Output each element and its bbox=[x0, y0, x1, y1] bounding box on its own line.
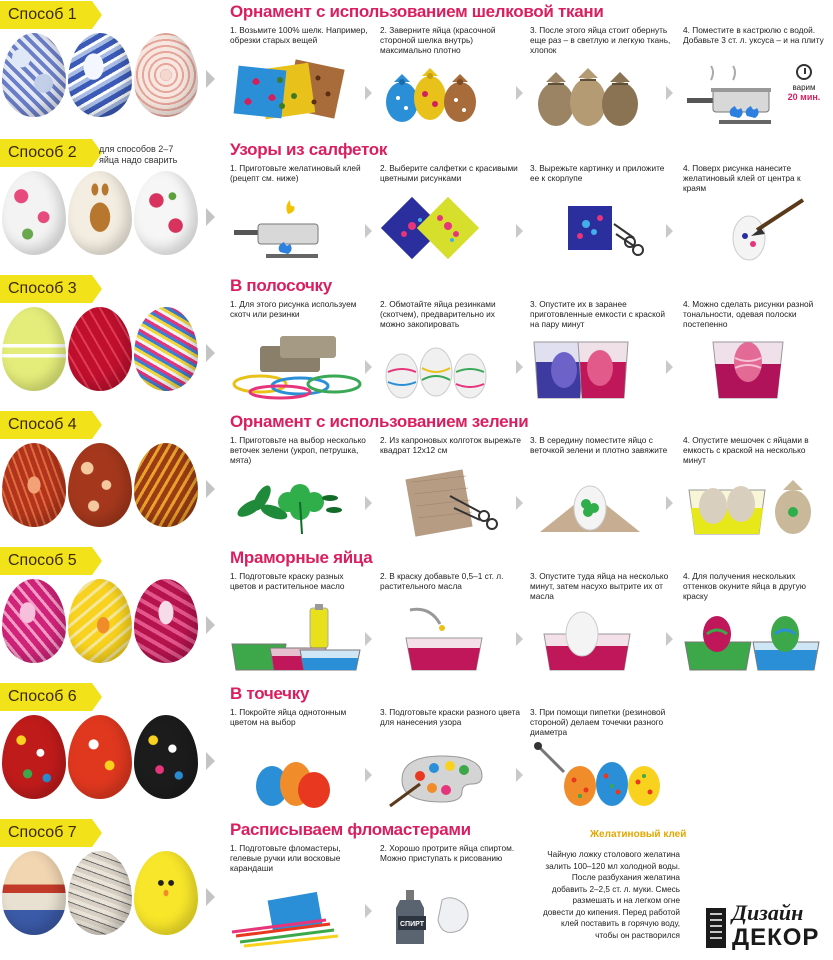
sewing-machine-icon bbox=[704, 906, 728, 950]
alcohol-bottle-illustration bbox=[380, 876, 522, 948]
dye-cup-egg-illustration bbox=[683, 332, 825, 404]
glue-brush-illustration bbox=[683, 196, 825, 268]
silk-egg-pink bbox=[134, 33, 198, 117]
timer-block bbox=[784, 64, 824, 102]
boil-note: для способов 2–7 яйца надо сварить bbox=[99, 144, 178, 165]
wrapped-eggs-illustration bbox=[380, 58, 522, 130]
gelatin-recipe: Чайную ложку столового желатина залить 100–120 мл холодной воды. После разбухания желатина добавить 2–2,5 ст. л. муки. Смесь размешать и на легком огне довести до кипения. Перед работой клей поставить в горячую воду, чтобы он растворился bbox=[542, 850, 680, 940]
arrow-icon bbox=[206, 752, 215, 770]
wrapped-leaf-egg-illustration bbox=[530, 468, 672, 540]
example-eggs bbox=[2, 307, 198, 405]
example-eggs bbox=[2, 579, 198, 677]
arrow-icon bbox=[206, 344, 215, 362]
leaf-egg-sprig bbox=[134, 443, 198, 527]
method-tag: Способ 7 bbox=[0, 819, 92, 847]
step-4-text: 4. Поместите в кастрюлю с водой. Добавьте 3 ст. л. уксуса – и на плиту bbox=[683, 25, 824, 45]
arrow-icon bbox=[206, 208, 215, 226]
paint-palette-illustration bbox=[380, 740, 522, 812]
step-3-text: 3. Вырежьте картинку и приложите ее к скорлупе bbox=[530, 163, 665, 183]
egg-in-red-dye-illustration bbox=[530, 604, 672, 676]
chevron-right-icon bbox=[365, 496, 372, 510]
step-1-text: 1. Подготовьте фломастеры, гелевые ручки или восковые карандаши bbox=[230, 843, 341, 873]
chevron-right-icon bbox=[365, 904, 372, 918]
step-4-text: 4. Можно сделать рисунки разной тональности, одевая полоски постепенно bbox=[683, 299, 814, 329]
arrow-icon bbox=[206, 480, 215, 498]
step-1-text: 1. Возьмите 100% шелк. Например, обрезки старых вещей bbox=[230, 25, 368, 45]
method-tag: Способ 2 bbox=[0, 139, 92, 167]
striped-egg-yellow bbox=[2, 307, 66, 391]
method-title: Узоры из салфеток bbox=[230, 140, 388, 159]
clock-icon bbox=[796, 64, 812, 80]
chevron-right-icon bbox=[365, 224, 372, 238]
chevron-right-icon bbox=[666, 360, 673, 374]
step-2-text: 2. Хорошо протрите яйца спиртом. Можно приступать к рисованию bbox=[380, 843, 515, 863]
banded-eggs-illustration bbox=[380, 332, 522, 404]
dotted-eggs-pipette-illustration bbox=[530, 740, 672, 812]
chevron-right-icon bbox=[666, 86, 673, 100]
method-title: Мраморные яйца bbox=[230, 548, 373, 567]
step-2-text: 2. Обмотайте яйца резинками (скотчем), предварительно их можно закопировать bbox=[380, 299, 496, 329]
napkins-illustration bbox=[380, 196, 522, 268]
method-4-section bbox=[0, 410, 833, 547]
arrow-icon bbox=[206, 70, 215, 88]
method-1-section bbox=[0, 0, 833, 137]
step-3-text: 3. После этого яйца стоит обернуть еще раз – в светлую и легкую ткань, хлопок bbox=[530, 25, 671, 55]
yellow-dye-pouches-illustration bbox=[683, 468, 825, 540]
drawn-egg-chick bbox=[134, 851, 198, 935]
chevron-right-icon bbox=[666, 632, 673, 646]
chevron-right-icon bbox=[666, 496, 673, 510]
silk-egg-blue bbox=[2, 33, 66, 117]
dotted-egg-black bbox=[134, 715, 198, 799]
chevron-right-icon bbox=[516, 86, 523, 100]
napkin-egg-flowers bbox=[134, 171, 198, 255]
chevron-right-icon bbox=[516, 496, 523, 510]
step-1-text: 1. Приготовьте на выбор несколько веточек зелени (укроп, петрушка, мята) bbox=[230, 435, 366, 465]
chevron-right-icon bbox=[516, 768, 523, 782]
chevron-right-icon bbox=[365, 360, 372, 374]
cloth-bundles-illustration bbox=[530, 58, 672, 130]
nylon-square-illustration bbox=[380, 468, 522, 540]
step-2-text: 2. В краску добавьте 0,5–1 ст. л. растительного масла bbox=[380, 571, 504, 591]
leaf-egg-dots bbox=[68, 443, 132, 527]
example-eggs bbox=[2, 715, 198, 813]
timer-value: 20 мин. bbox=[787, 92, 821, 102]
cut-napkin-illustration bbox=[530, 196, 672, 268]
method-tag: Способ 5 bbox=[0, 547, 92, 575]
example-eggs bbox=[2, 171, 198, 269]
step-3-text: 3. Опустите туда яйца на несколько минут, затем насухо вытрите их от масла bbox=[530, 571, 669, 601]
napkin-egg-roses bbox=[2, 171, 66, 255]
step-2-text: 3. Подготовьте краски разного цвета для нанесения узора bbox=[380, 707, 520, 727]
dotted-egg-red bbox=[2, 715, 66, 799]
timer-label: варим bbox=[792, 83, 816, 92]
chevron-right-icon bbox=[516, 224, 523, 238]
chevron-right-icon bbox=[666, 224, 673, 238]
chevron-right-icon bbox=[516, 360, 523, 374]
step-2-text: 2. Выберите салфетки с красивыми цветными рисунками bbox=[380, 163, 518, 183]
step-4-text: 4. Поверх рисунка нанесите желатиновый клей от центра к краям bbox=[683, 163, 801, 193]
step-2-text: 2. Заверните яйца (красочной стороной шелка внутрь) максимально плотно bbox=[380, 25, 496, 55]
method-tag: Способ 3 bbox=[0, 275, 92, 303]
method-title: В полосочку bbox=[230, 276, 332, 295]
striped-egg-multicolor bbox=[134, 307, 198, 391]
method-2-section bbox=[0, 138, 833, 275]
method-tag: Способ 1 bbox=[0, 1, 92, 29]
dotted-egg-orange bbox=[68, 715, 132, 799]
step-1-text: 1. Покройте яйца однотонным цветом на выбор bbox=[230, 707, 347, 727]
marble-egg-yellow bbox=[68, 579, 132, 663]
method-6-section bbox=[0, 682, 833, 819]
step-4-text: 4. Для получения нескольких оттенков окуните яйца в другую краску bbox=[683, 571, 806, 601]
marble-egg-magenta bbox=[134, 579, 198, 663]
chevron-right-icon bbox=[365, 632, 372, 646]
method-tag: Способ 4 bbox=[0, 411, 92, 439]
step-1-text: 1. Для этого рисунка используем скотч или резинки bbox=[230, 299, 357, 319]
marbled-eggs-cups-illustration bbox=[683, 604, 825, 676]
drawn-egg-face bbox=[2, 851, 66, 935]
method-tag: Способ 6 bbox=[0, 683, 92, 711]
method-5-section bbox=[0, 546, 833, 683]
oil-drop-cup-illustration bbox=[380, 604, 522, 676]
method-title: Расписываем фломастерами bbox=[230, 820, 471, 839]
example-eggs bbox=[2, 851, 198, 949]
silk-swatches-illustration bbox=[230, 58, 372, 130]
arrow-icon bbox=[206, 888, 215, 906]
example-eggs bbox=[2, 443, 198, 541]
tape-and-bands-illustration bbox=[230, 332, 372, 404]
striped-egg-red bbox=[68, 307, 132, 391]
napkin-egg-rabbit bbox=[68, 171, 132, 255]
step-3-text: 3. Опустите их в заранее приготовленные емкости с краской на пару минут bbox=[530, 299, 666, 329]
step-2-text: 2. Из капроновых колготок вырежьте квадрат 12х12 см bbox=[380, 435, 522, 455]
greenery-illustration bbox=[230, 468, 372, 540]
arrow-icon bbox=[206, 616, 215, 634]
markers-illustration bbox=[230, 876, 372, 948]
method-title: В точечку bbox=[230, 684, 310, 703]
pot-illustration bbox=[230, 196, 372, 268]
leaf-egg-fern bbox=[2, 443, 66, 527]
brand-logo bbox=[700, 898, 830, 956]
method-title: Орнамент с использованием зелени bbox=[230, 412, 529, 431]
step-1-text: 1. Подготовьте краску разных цветов и растительное масло bbox=[230, 571, 345, 591]
step-1-text: 1. Приготовьте желатиновый клей (рецепт см. ниже) bbox=[230, 163, 361, 183]
paints-and-oil-illustration bbox=[230, 604, 372, 676]
chevron-right-icon bbox=[516, 632, 523, 646]
method-3-section bbox=[0, 274, 833, 411]
logo-line-2: ДЕКОР bbox=[732, 924, 820, 951]
silk-egg-paisley bbox=[68, 33, 132, 117]
drawn-egg-sketch bbox=[68, 851, 132, 935]
gelatin-title: Желатиновый клей bbox=[590, 829, 687, 840]
step-3-text: 3. В середину поместите яйцо с веточкой зелени и плотно завяжите bbox=[530, 435, 668, 455]
example-eggs bbox=[2, 33, 198, 131]
solid-eggs-illustration bbox=[230, 740, 372, 812]
chevron-right-icon bbox=[365, 86, 372, 100]
bottle-label: СПИРТ bbox=[400, 921, 424, 928]
step-4-text: 4. Опустите мешочек с яйцами в емкость с краской на несколько минут bbox=[683, 435, 809, 465]
step-3-text: 3. При помощи пипетки (резиновой стороной) делаем точечки разного диаметра bbox=[530, 707, 666, 737]
chevron-right-icon bbox=[365, 768, 372, 782]
logo-line-1: Дизайн bbox=[732, 900, 804, 925]
dye-cups-illustration bbox=[530, 332, 672, 404]
marble-egg-pink bbox=[2, 579, 66, 663]
method-title: Орнамент с использованием шелковой ткани bbox=[230, 2, 604, 21]
